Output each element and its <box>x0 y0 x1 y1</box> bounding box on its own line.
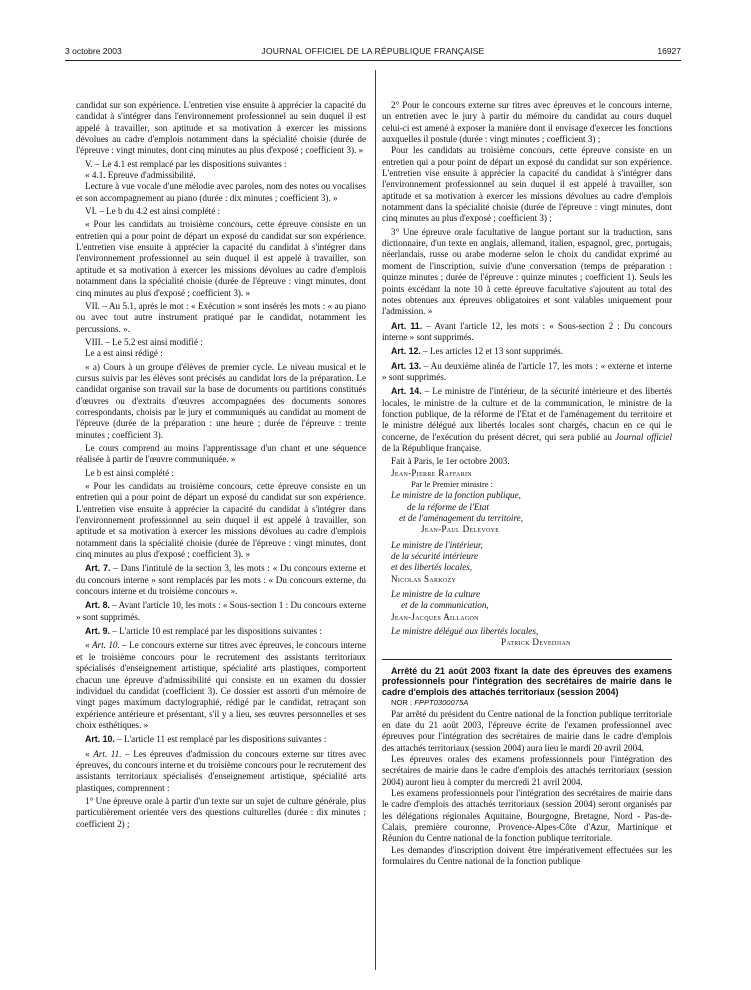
left-column <box>76 100 366 830</box>
minister-title: Le ministre de l'intérieur, <box>391 539 483 550</box>
article-text: – Au deuxième alinéa de l'article 17, les mots : « externe et interne » sont supprimés. <box>382 360 672 382</box>
article-text: – Le ministre de l'intérieur, de la sécurité intérieure et des libertés locales, le ministre de la culture et de la communication, le ministre de la fonction publique, de la réforme de l'Etat et de l'aménagement du territoire et le ministre délégué aux libertés locales sont chargés, chacun en ce qui le concerne, de l'exécution du présent décret, qui sera publié au <box>382 386 672 442</box>
article-9 <box>76 626 366 637</box>
minister-title: et des libertés locales, <box>391 562 473 573</box>
article-14: Art. 14. – Le ministre de l'intérieur, de la sécurité intérieure et des libertés locales, le ministre de la culture et de la communication, le ministre de la fonction publique, de la réforme de l'Etat et de l'aménagement du territoire et le ministre délégué aux libertés locales sont chargés, chacun en ce qui le concerne, de l'exécution du présent décret, qui sera publié au Journal officiel de la République française. <box>382 386 672 453</box>
header-rule <box>65 60 681 61</box>
paragraph: 3° Une épreuve orale facultative de langue portant sur la traduction, sans dictionnaire, d'un texte en anglais, allemand, italien, espagnol, grec, portugais, néerlandais, russe ou arabe moderne selon le choix du candidat exprimé au moment de l'inscription, suivie d'une conversation (temps de préparation : quinze minutes ; durée de l'épreuve : quinze minutes ; coefficient 1). Seuls les points excédant la note 10 à cette épreuve facultative s'ajoutent au total des notes obtenues aux épreuves obligatoires et sont valables uniquement pour l'admission. » <box>382 226 672 317</box>
minister-title: et de l'aménagement du territoire, <box>399 513 524 524</box>
article-label: Art. 13. <box>391 360 422 371</box>
signature-prime-minister: Jean-Pierre Raffarin <box>391 467 472 478</box>
article-12 <box>382 346 672 357</box>
article-label: Art. 7. <box>85 563 111 574</box>
minister-title: Le ministre de la culture <box>391 589 481 600</box>
paragraph: « 4.1. Epreuve d'admissibilité. <box>85 170 196 181</box>
arrete-title: Arrêté du 21 août 2003 fixant la date des épreuves des examens professionnels pour l'intégration des secrétaires de mairie dans le cadre d'emplois des attachés territoriaux (session 2004) <box>382 665 672 697</box>
paragraph: Les demandes d'inscription doivent être impérativement effectuées sur les formulaires du Centre national de la fonction publique <box>382 844 672 867</box>
article-text: – L'article 10 est remplacé par les dispositions suivantes : <box>109 626 322 637</box>
article-8 <box>76 600 366 623</box>
paragraph: Le cours comprend au moins l'apprentissage d'un chant et une séquence réalisée à partir de l'œuvre communiquée. » <box>76 442 366 465</box>
minister-title: de la sécurité intérieure <box>391 551 479 562</box>
article-label: Art. 11. <box>391 320 423 331</box>
paragraph: « Pour les candidats au troisième concours, cette épreuve consiste en un entretien qui a pour point de départ un exposé du candidat sur son expérience. L'entretien vise ensuite à apprécier la capacité du candidat à s'intégrer dans l'environnement professionnel au sein duquel il est appelé à travailler, son aptitude et sa motivation à exercer les missions dévolues au cadre d'emplois notamment dans la spécialité choisie (durée de l'épreuve : vingt minutes, dont cinq minutes au plus d'exposé ; coefficient 3). » <box>76 481 366 560</box>
article-label: Art. 10. <box>85 734 115 745</box>
paragraph: Le a est ainsi rédigé : <box>85 348 163 359</box>
page-header <box>65 46 681 60</box>
article-text: – Avant l'article 12, les mots : « Sous-section 2 : Du concours interne » sont supprimés. <box>382 320 672 342</box>
article-label: Art. 9. <box>85 626 110 637</box>
signature-minister: Patrick Devedjian <box>501 637 571 648</box>
article-13 <box>382 361 672 384</box>
article-text: – Avant l'article 10, les mots : « Sous-section 1 : Du concours externe » sont supprimés. <box>76 600 367 622</box>
paragraph: V. – Le 4.1 est remplacé par les dispositions suivantes : <box>85 158 287 169</box>
article-text: – Les articles 12 et 13 sont supprimés. <box>420 346 564 357</box>
article-11 <box>382 321 672 344</box>
header-page-number: 16927 <box>657 46 681 56</box>
nor-value: FPPT0300075A <box>414 698 469 708</box>
article-text: – L'article 11 est remplacé par les dispositions suivantes : <box>114 734 327 745</box>
paragraph: 2° Pour le concours externe sur titres avec épreuves et le concours interne, un entretien avec le jury à partir du mémoire du candidat au cours duquel celui-ci est amené à exposer la manière dont il envisage d'exercer les fonctions auxquelles il postule (durée : vingt minutes ; coefficient 3) ; <box>382 100 672 145</box>
minister-title: de la réforme de l'Etat <box>407 501 490 512</box>
quoted-article-text: – Les épreuves d'admission du concours externe sur titres avec épreuves, du concours interne et du troisième concours pour le recrutement des assistants territoriaux spécialisés d'enseignement artistique, spécialité arts plastiques, comprennent : <box>76 748 367 793</box>
minister-title: Le ministre délégué aux libertés locales, <box>391 626 539 637</box>
signature-minister: Jean-Paul Delevoye <box>421 524 500 535</box>
signature-minister: Nicolas Sarkozy <box>391 573 457 584</box>
paragraph: candidat sur son expérience. L'entretien vise ensuite à apprécier la capacité du candidat à s'intégrer dans l'environnement professionnel au sein duquel il est appelé à travailler, son aptitude et sa motivation à exercer les missions dévolues au cadre d'emplois notamment dans la spécialité choisie (durée de l'épreuve : vingt minutes, dont cinq minutes au plus d'exposé ; coefficient 3). » <box>76 100 366 156</box>
quoted-article-text: – Le concours externe sur titres avec épreuves, le concours interne et le troisième concours pour le recrutement des assistants territoriaux spécialisés d'enseignement artistique, spécialité arts plastiques, comportent chacun une épreuve d'admissibilité qui consiste en un examen du dossier individuel du candidat (coefficient 3). Ce dossier est assorti d'un mémoire de vingt pages maximum dactylographié, rédigé par le candidat, retraçant son expérience antérieure et présentant, s'il y a lieu, ses œuvres personnelles et ses choix esthétiques. » <box>76 640 366 730</box>
quoted-article-10: « Art. 10. – Le concours externe sur titres avec épreuves, le concours interne et le troisième concours pour le recrutement des assistants territoriaux spécialisés d'enseignement artistique, spécialité arts plastiques, comportent chacun une épreuve d'admissibilité qui consiste en un examen du dossier individuel du candidat (coefficient 3). Ce dossier est assorti d'un mémoire de vingt pages maximum dactylographié, rédigé par le candidat, retraçant son expérience antérieure et présentant, s'il y a lieu, ses œuvres personnelles et ses choix esthétiques. » <box>76 640 366 730</box>
paragraph: Lecture à vue vocale d'une mélodie avec paroles, nom des notes ou vocalises et son accompagnement au piano (durée : dix minutes ; coefficient 3). » <box>76 181 366 203</box>
journal-officiel-label: Journal officiel <box>615 431 672 442</box>
paragraph: « Pour les candidats au troisième concours, cette épreuve consiste en un entretien qui a pour point de départ un exposé du candidat sur son expérience. L'entretien vise ensuite à apprécier la capacité du candidat à s'intégrer dans l'environnement professionnel au sein duquel il est appelé à travailler, son aptitude et sa motivation à exercer les missions dévolues au cadre d'emplois notamment dans la spécialité choisie (durée de l'épreuve : vingt minutes, dont cinq minutes au plus d'exposé ; coefficient 3). » <box>76 219 366 298</box>
nor-reference <box>382 697 672 708</box>
paragraph: VIII. – Le 5.2 est ainsi modifié : <box>85 336 203 347</box>
header-title: JOURNAL OFFICIEL DE LA RÉPUBLIQUE FRANÇAISE <box>261 46 485 56</box>
header-date: 3 octobre 2003 <box>65 46 122 56</box>
column-divider <box>375 70 376 970</box>
article-7 <box>76 563 366 597</box>
fait-a-paris: Fait à Paris, le 1er octobre 2003. <box>391 456 510 467</box>
signature-minister: Jean-Jacques Aillagon <box>391 611 479 622</box>
paragraph: Par arrêté du président du Centre national de la fonction publique territoriale en date du 21 août 2003, l'épreuve écrite de l'examen professionnel avec épreuves pour l'intégration des secrétaires de mairie dans le cadre d'emplois des attachés territoriaux (session 2004) aura lieu le mardi 20 avril 2004. <box>382 708 672 753</box>
par-le-premier-ministre: Par le Premier ministre : <box>411 480 493 489</box>
quoted-article-label: Art. 10. <box>91 640 120 651</box>
nor-label: NOR : <box>391 698 413 708</box>
quoted-article-11: « Art. 11. – Les épreuves d'admission du concours externe sur titres avec épreuves, du concours interne et du troisième concours pour le recrutement des assistants territoriaux spécialisés d'enseignement artistique, spécialité arts plastiques, comprennent : <box>76 748 367 793</box>
minister-title: Le ministre de la fonction publique, <box>391 490 521 501</box>
paragraph: VII. – Au 5.1, après le mot : « Exécution » sont insérés les mots : « au piano ou avec tout autre instrument pratiqué par le candidat, notamment les percussions. ». <box>76 300 366 334</box>
paragraph: 1° Une épreuve orale à partir d'un texte sur un sujet de culture générale, plus particulièrement orientée vers des questions culturelles (durée : dix minutes ; coefficient 2) ; <box>76 795 366 829</box>
section-separator <box>382 659 672 660</box>
paragraph: Le b est ainsi complété : <box>85 467 174 478</box>
quoted-article-label: Art. 11. <box>93 748 122 759</box>
article-text: – Dans l'intitulé de la section 3, les mots : « Du concours externe et du concours interne » sont remplacés par les mots : « Du concours externe, du concours interne et du troisième concours ». <box>76 563 366 597</box>
paragraph: « a) Cours à un groupe d'élèves de premier cycle. Le niveau musical et le cursus suivis par les élèves sont précisés au candidat lors de la préparation. Le candidat organise son travail sur la base de documents ou partitions constitués d'œuvres ou d'extraits d'œuvres accompagnées des documents sonores correspondants, choisis par le jury et communiqués au candidat au moment de l'épreuve (durée de la préparation : une heure ; durée de l'épreuve : trente minutes ; coefficient 3). <box>76 361 366 440</box>
paragraph: Pour les candidats au troisième concours, cette épreuve consiste en un entretien qui a pour point de départ un exposé du candidat sur son expérience. L'entretien vise ensuite à apprécier la capacité du candidat à s'intégrer dans l'environnement professionnel au sein duquel il est appelé à travailler, son aptitude et sa motivation à exercer les missions dévolues au cadre d'emplois notamment dans la spécialité choisie (durée de l'épreuve : vingt minutes, dont cinq minutes au plus d'exposé ; coefficient 3) ; <box>382 145 672 224</box>
article-10 <box>76 734 366 745</box>
article-label: Art. 12. <box>391 346 421 357</box>
article-label: Art. 8. <box>85 600 110 611</box>
right-column <box>382 100 672 867</box>
minister-title: et de la communication, <box>401 600 489 611</box>
paragraph: Les épreuves orales des examens professionnels pour l'intégration des secrétaires de mairie dans le cadre d'emplois des attachés territoriaux (session 2004) auront lieu à compter du mercredi 21 avril 2004. <box>382 754 672 787</box>
paragraph: VI. – Le b du 4.2 est ainsi complété : <box>85 206 221 217</box>
article-label: Art. 14. <box>391 386 422 397</box>
paragraph: Les examens professionnels pour l'intégration des secrétaires de mairie dans le cadre d'emplois des attachés territoriaux (session 2004) seront organisés par les délégations régionales Aquitaine, Bourgogne, Bretagne, Nord - Pas-de-Calais, première couronne, Provence-Alpes-Côte d'Azur, Martinique et Réunion du Centre national de la fonction publique territoriale. <box>382 788 672 844</box>
